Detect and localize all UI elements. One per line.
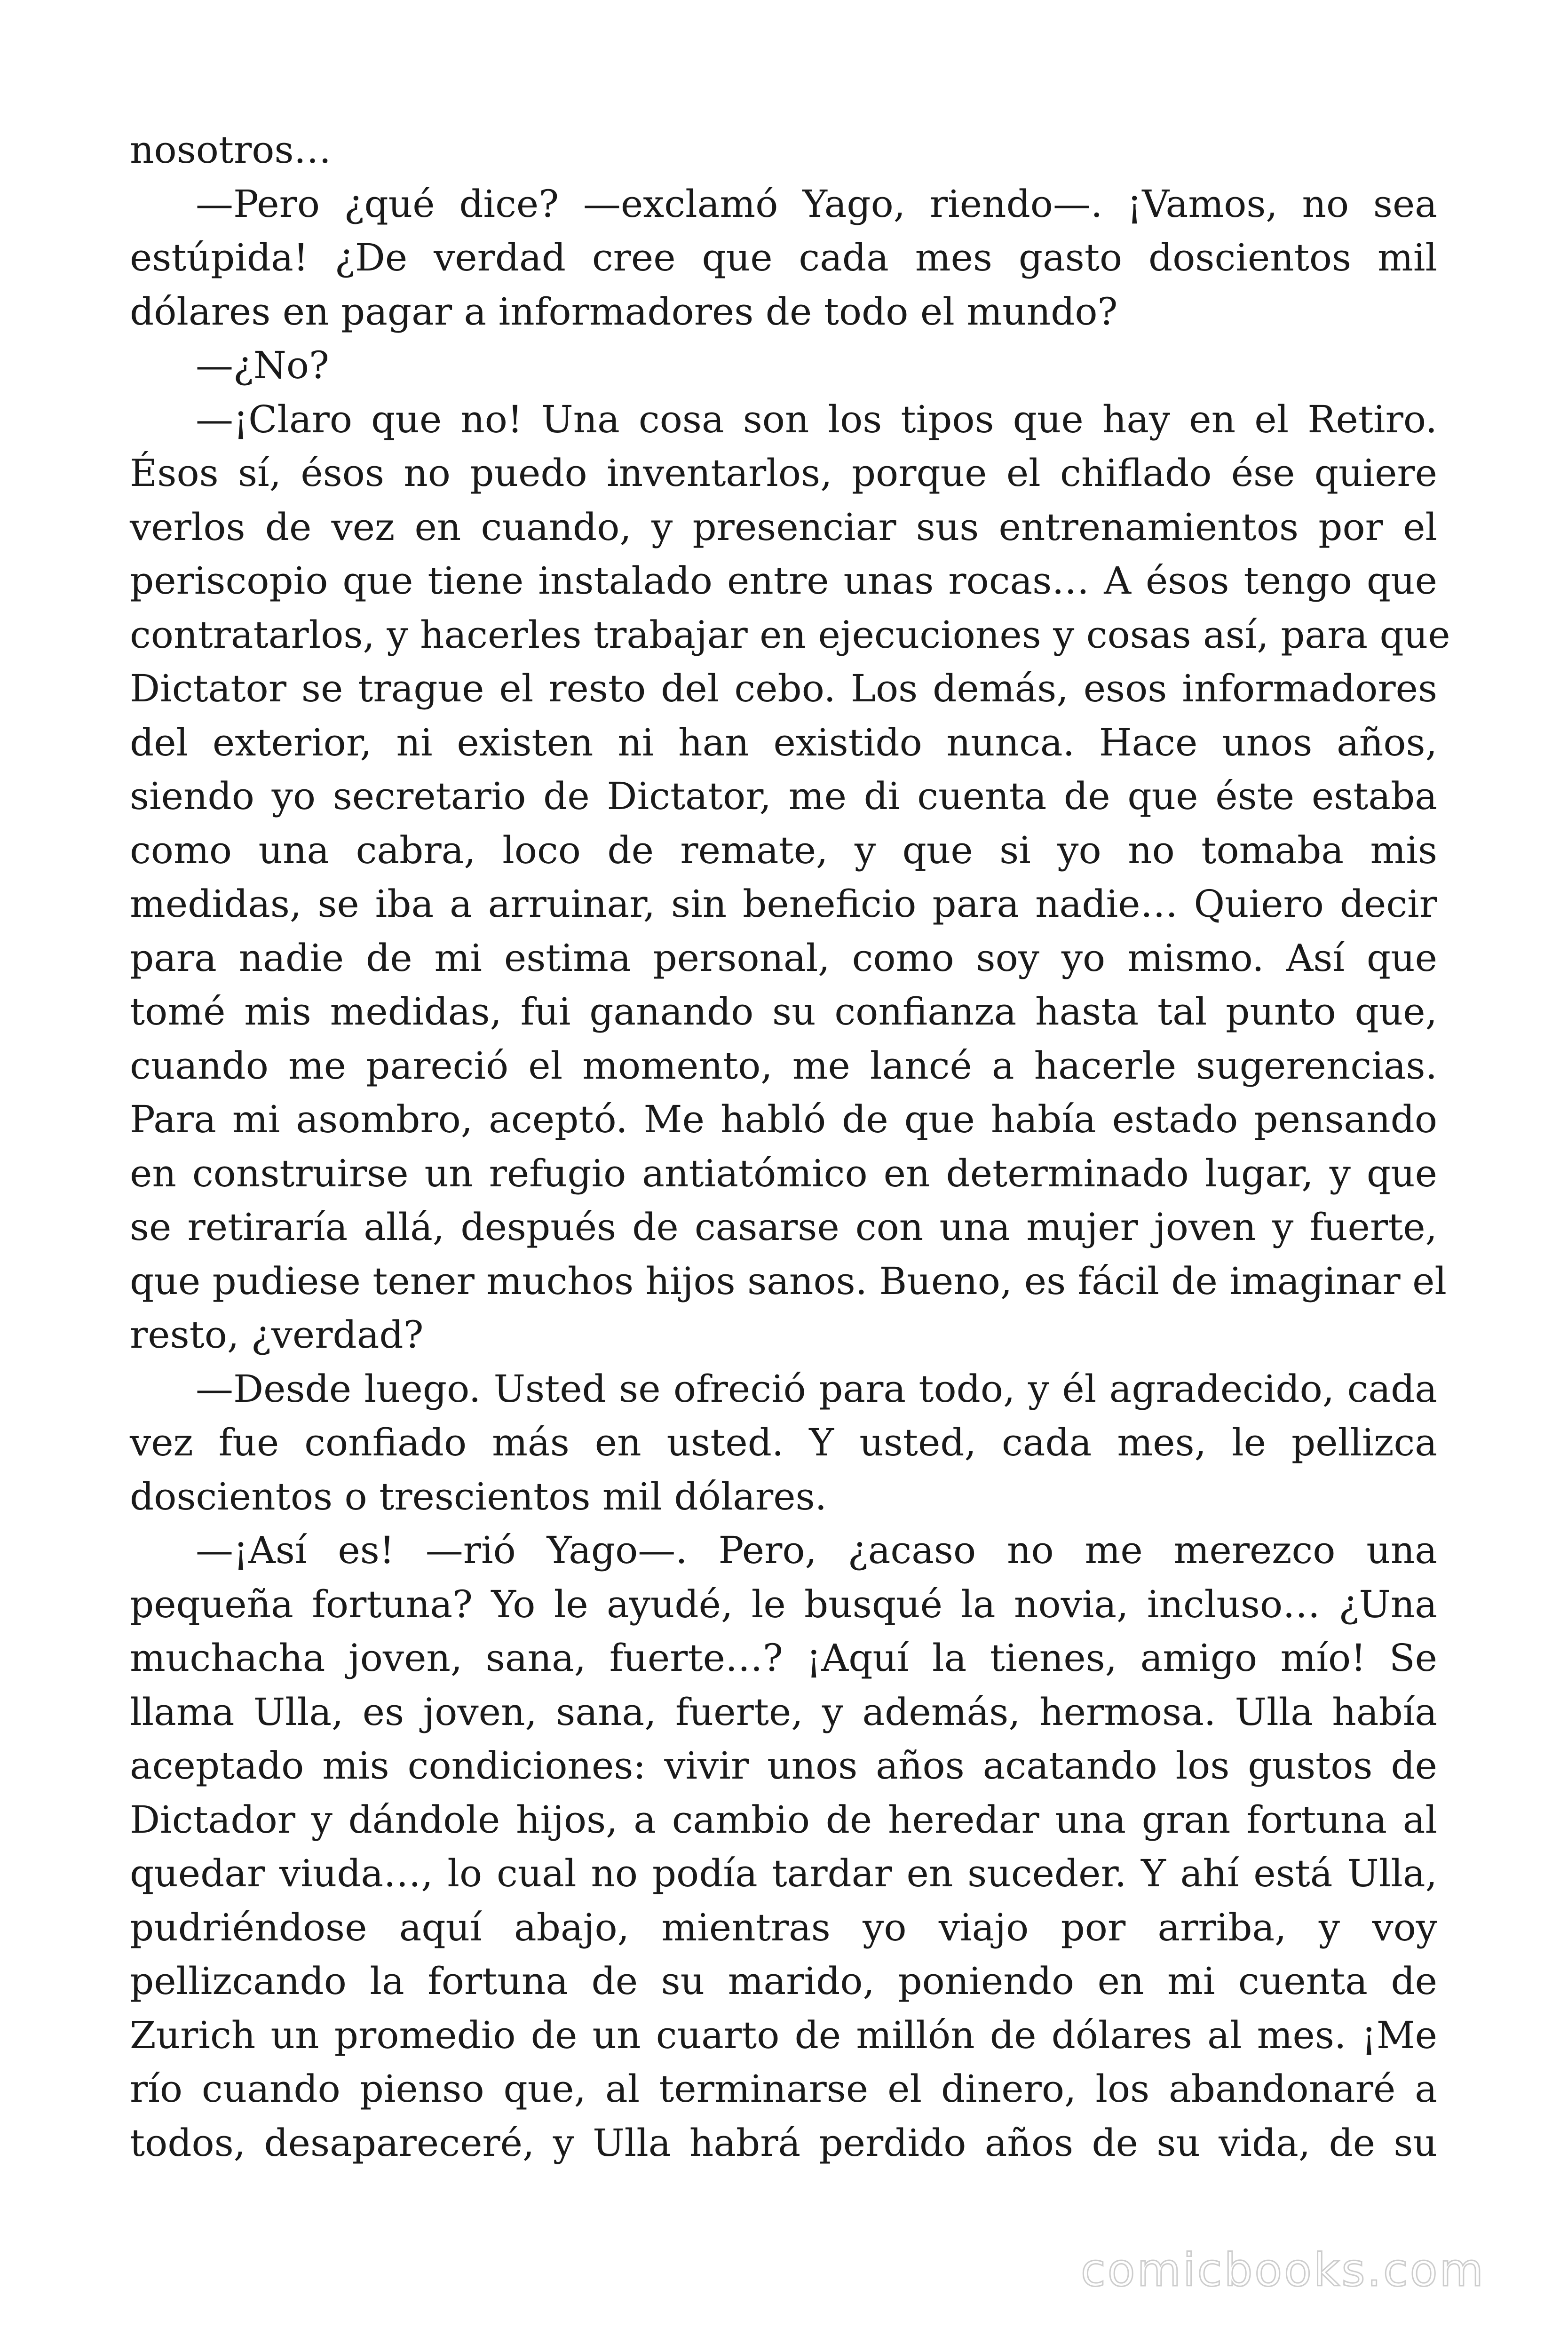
text-line: medidas, se iba a arruinar, sin beneficio para nadie… Quiero decir [130,882,1437,926]
text-line: —¡Así es! —rió Yago—. Pero, ¿acaso no me merezco una [196,1528,1437,1572]
text-line: pequeña fortuna? Yo le ayudé, le busqué la novia, incluso… ¿Una [130,1582,1437,1626]
text-line: —¡Claro que no! Una cosa son los tipos que hay en el Retiro. [196,397,1437,441]
text-line: Dictador y dándole hijos, a cambio de heredar una gran fortuna al [130,1797,1437,1842]
text-line: doscientos o trescientos mil dólares. [130,1474,827,1518]
text-line: llama Ulla, es joven, sana, fuerte, y además, hermosa. Ulla había [130,1690,1437,1734]
text-line: estúpida! ¿De verdad cree que cada mes gasto doscientos mil [130,236,1437,279]
text-line: Ésos sí, ésos no puedo inventarlos, porque el chiflado ése quiere [130,451,1437,495]
text-line: —Pero ¿qué dice? —exclamó Yago, riendo—. ¡Vamos, no sea [196,182,1437,226]
text-line: dólares en pagar a informadores de todo el mundo? [130,289,1118,334]
text-line: Zurich un promedio de un cuarto de millón de dólares al mes. ¡Me [130,2013,1437,2057]
text-line: nosotros… [130,128,332,172]
text-line: muchacha joven, sana, fuerte…? ¡Aquí la tienes, amigo mío! Se [130,1636,1437,1680]
text-line: aceptado mis condiciones: vivir unos años acatando los gustos de [130,1744,1437,1788]
text-line: en construirse un refugio antiatómico en determinado lugar, y que [130,1151,1437,1195]
text-line: cuando me pareció el momento, me lancé a hacerle sugerencias. [130,1043,1437,1088]
text-line: pellizcando la fortuna de su marido, poniendo en mi cuenta de [130,1959,1437,2003]
text-line: todos, desapareceré, y Ulla habrá perdido años de su vida, de su [130,2121,1437,2165]
text-line: Para mi asombro, aceptó. Me habló de que había estado pensando [130,1097,1437,1141]
text-line: para nadie de mi estima personal, como soy yo mismo. Así que [130,936,1437,980]
text-line: pudriéndose aquí abajo, mientras yo viajo por arriba, y voy [130,1905,1437,1949]
watermark: comicbooks.com [1080,2244,1485,2296]
text-line: río cuando pienso que, al terminarse el dinero, los abandonaré a [130,2067,1437,2111]
text-line: que pudiese tener muchos hijos sanos. Bueno, es fácil de imaginar el [130,1259,1447,1303]
text-line: —¿No? [196,343,329,387]
text-line: tomé mis medidas, fui ganando su confianza hasta tal punto que, [130,990,1437,1033]
text-line: quedar viuda…, lo cual no podía tardar en suceder. Y ahí está Ulla, [130,1851,1437,1895]
text-line: del exterior, ni existen ni han existido nunca. Hace unos años, [130,720,1437,764]
text-line: contratarlos, y hacerles trabajar en ejecuciones y cosas así, para que [130,612,1450,657]
text-line: periscopio que tiene instalado entre unas rocas… A ésos tengo que [130,559,1437,603]
text-line: se retiraría allá, después de casarse con una mujer joven y fuerte, [130,1205,1437,1249]
text-line: resto, ¿verdad? [130,1313,424,1357]
text-line: como una cabra, loco de remate, y que si yo no tomaba mis [130,828,1437,872]
text-line: Dictator se trague el resto del cebo. Los demás, esos informadores [130,667,1437,710]
text-line: siendo yo secretario de Dictator, me di cuenta de que éste estaba [130,774,1437,818]
page-body-text [130,123,1450,2170]
text-line: —Desde luego. Usted se ofreció para todo, y él agradecido, cada [196,1367,1437,1411]
text-line: vez fue confiado más en usted. Y usted, cada mes, le pellizca [130,1421,1437,1464]
text-line: verlos de vez en cuando, y presenciar sus entrenamientos por el [130,505,1437,549]
